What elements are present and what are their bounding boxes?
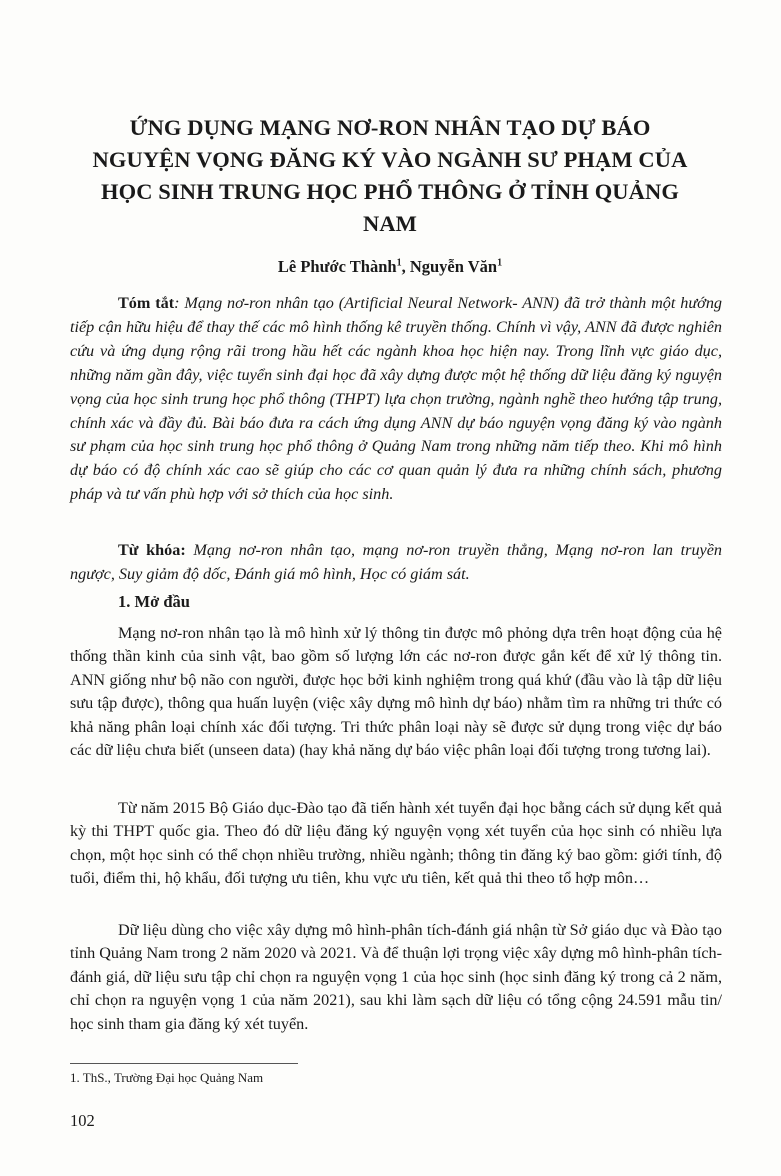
author-1-affiliation-mark: 1 [396,257,402,269]
abstract [70,292,722,507]
footnote: 1. ThS., Trường Đại học Quảng Nam [70,1070,264,1085]
author-2-affiliation-mark: 1 [497,257,503,269]
abstract-label: Tóm tắt [118,294,175,312]
author-line [80,257,700,277]
section-heading: 1. Mở đầu [118,592,190,611]
author-1: Lê Phước Thành [277,257,397,276]
abstract-text: : Mạng nơ-ron nhân tạo (Artificial Neural Network- ANN) đã trở thành một hướng tiếp cận hữu hiệu để thay thế các mô hình thống kê truyền thống. Chính vì vậy, ANN đã được nghiên cứu và ứng dụng rộng rãi trong hầu hết các ngành khoa học hiện nay. Trong lĩnh vực giáo dục, những năm gần đây, việc tuyển sinh đại học đã xây dựng được một hệ thống dữ liệu đăng ký nguyện vọng của học sinh trung học phổ thông (THPT) lựa chọn trường, ngành nghề theo hướng tập trung, chính xác và đầy đủ. Bài báo đưa ra cách ứng dụng ANN dự báo nguyện vọng đăng ký vào ngành sư phạm của học sinh trung học phổ thông ở Quảng Nam trong những năm tiếp theo. Khi mô hình dự báo có độ chính xác cao sẽ giúp cho các cơ quan quản lý đưa ra những chính sách, phương pháp và tư vấn phù hợp với sở thích của học sinh. [70,294,723,504]
article-title: ỨNG DỤNG MẠNG NƠ-RON NHÂN TẠO DỰ BÁO NGUYỆN VỌNG ĐĂNG KÝ VÀO NGÀNH SƯ PHẠM CỦA HỌC SINH TRUNG HỌC PHỔ THÔNG Ở TỈNH QUẢNG NAM [92,115,688,236]
body-paragraph: Mạng nơ-ron nhân tạo là mô hình xử lý thông tin được mô phỏng dựa trên hoạt động của hệ thống thần kinh của sinh vật, bao gồm số lượng lớn các nơ-ron được gắn kết để xử lý thông tin. ANN giống như bộ não con người, được học bởi kinh nghiệm trong quá khứ (đầu vào là tập dữ liệu sưu tập được), thông qua huấn luyện (việc xây dựng mô hình dự báo) nhằm tìm ra những tri thức có khả năng phân loại chính xác đối tượng. Tri thức phân loại này sẽ được sử dụng trong việc dự báo các dữ liệu chưa biết (unseen data) (hay khả năng dự báo việc phân loại đối tượng trong tương lai). [70,624,722,760]
keywords-label: Từ khóa: [118,541,186,559]
body-paragraph: Từ năm 2015 Bộ Giáo dục-Đào tạo đã tiến hành xét tuyển đại học bằng cách sử dụng kết quả kỳ thi THPT quốc gia. Theo đó dữ liệu đăng ký nguyện vọng xét tuyển của học sinh có nhiều lựa chọn, một học sinh có thể chọn nhiều trường, nhiều ngành; thông tin đăng ký bao gồm: giới tính, độ tuổi, điểm thi, hộ khẩu, đối tượng ưu tiên, khu vực ưu tiên, kết quả thi theo tổ hợp môn… [70,799,722,888]
author-2: Nguyễn Văn [409,257,498,276]
keywords-text: Mạng nơ-ron nhân tạo, mạng nơ-ron truyền thẳng, Mạng nơ-ron lan truyền ngược, Suy giảm độ dốc, Đánh giá mô hình, Học có giám sát. [70,541,722,583]
body-paragraph: Dữ liệu dùng cho việc xây dựng mô hình-phân tích-đánh giá nhận từ Sở giáo dục và Đào tạo tỉnh Quảng Nam trong 2 năm 2020 và 2021. Và để thuận lợi trọng việc xây dựng mô hình-phân tích-đánh giá, dữ liệu sưu tập chỉ chọn ra nguyện vọng 1 của học sinh (học sinh đăng ký trong cả 2 năm, chỉ chọn ra nguyện vọng 1 của năm 2021), sau khi làm sạch dữ liệu có tổng cộng 24.591 mẫu tin/ học sinh tham gia đăng ký xét tuyển. [70,921,722,1033]
footnote-divider [70,1063,298,1064]
page-number: 102 [70,1111,95,1130]
keywords [70,538,722,586]
author-separator: , [401,257,410,276]
